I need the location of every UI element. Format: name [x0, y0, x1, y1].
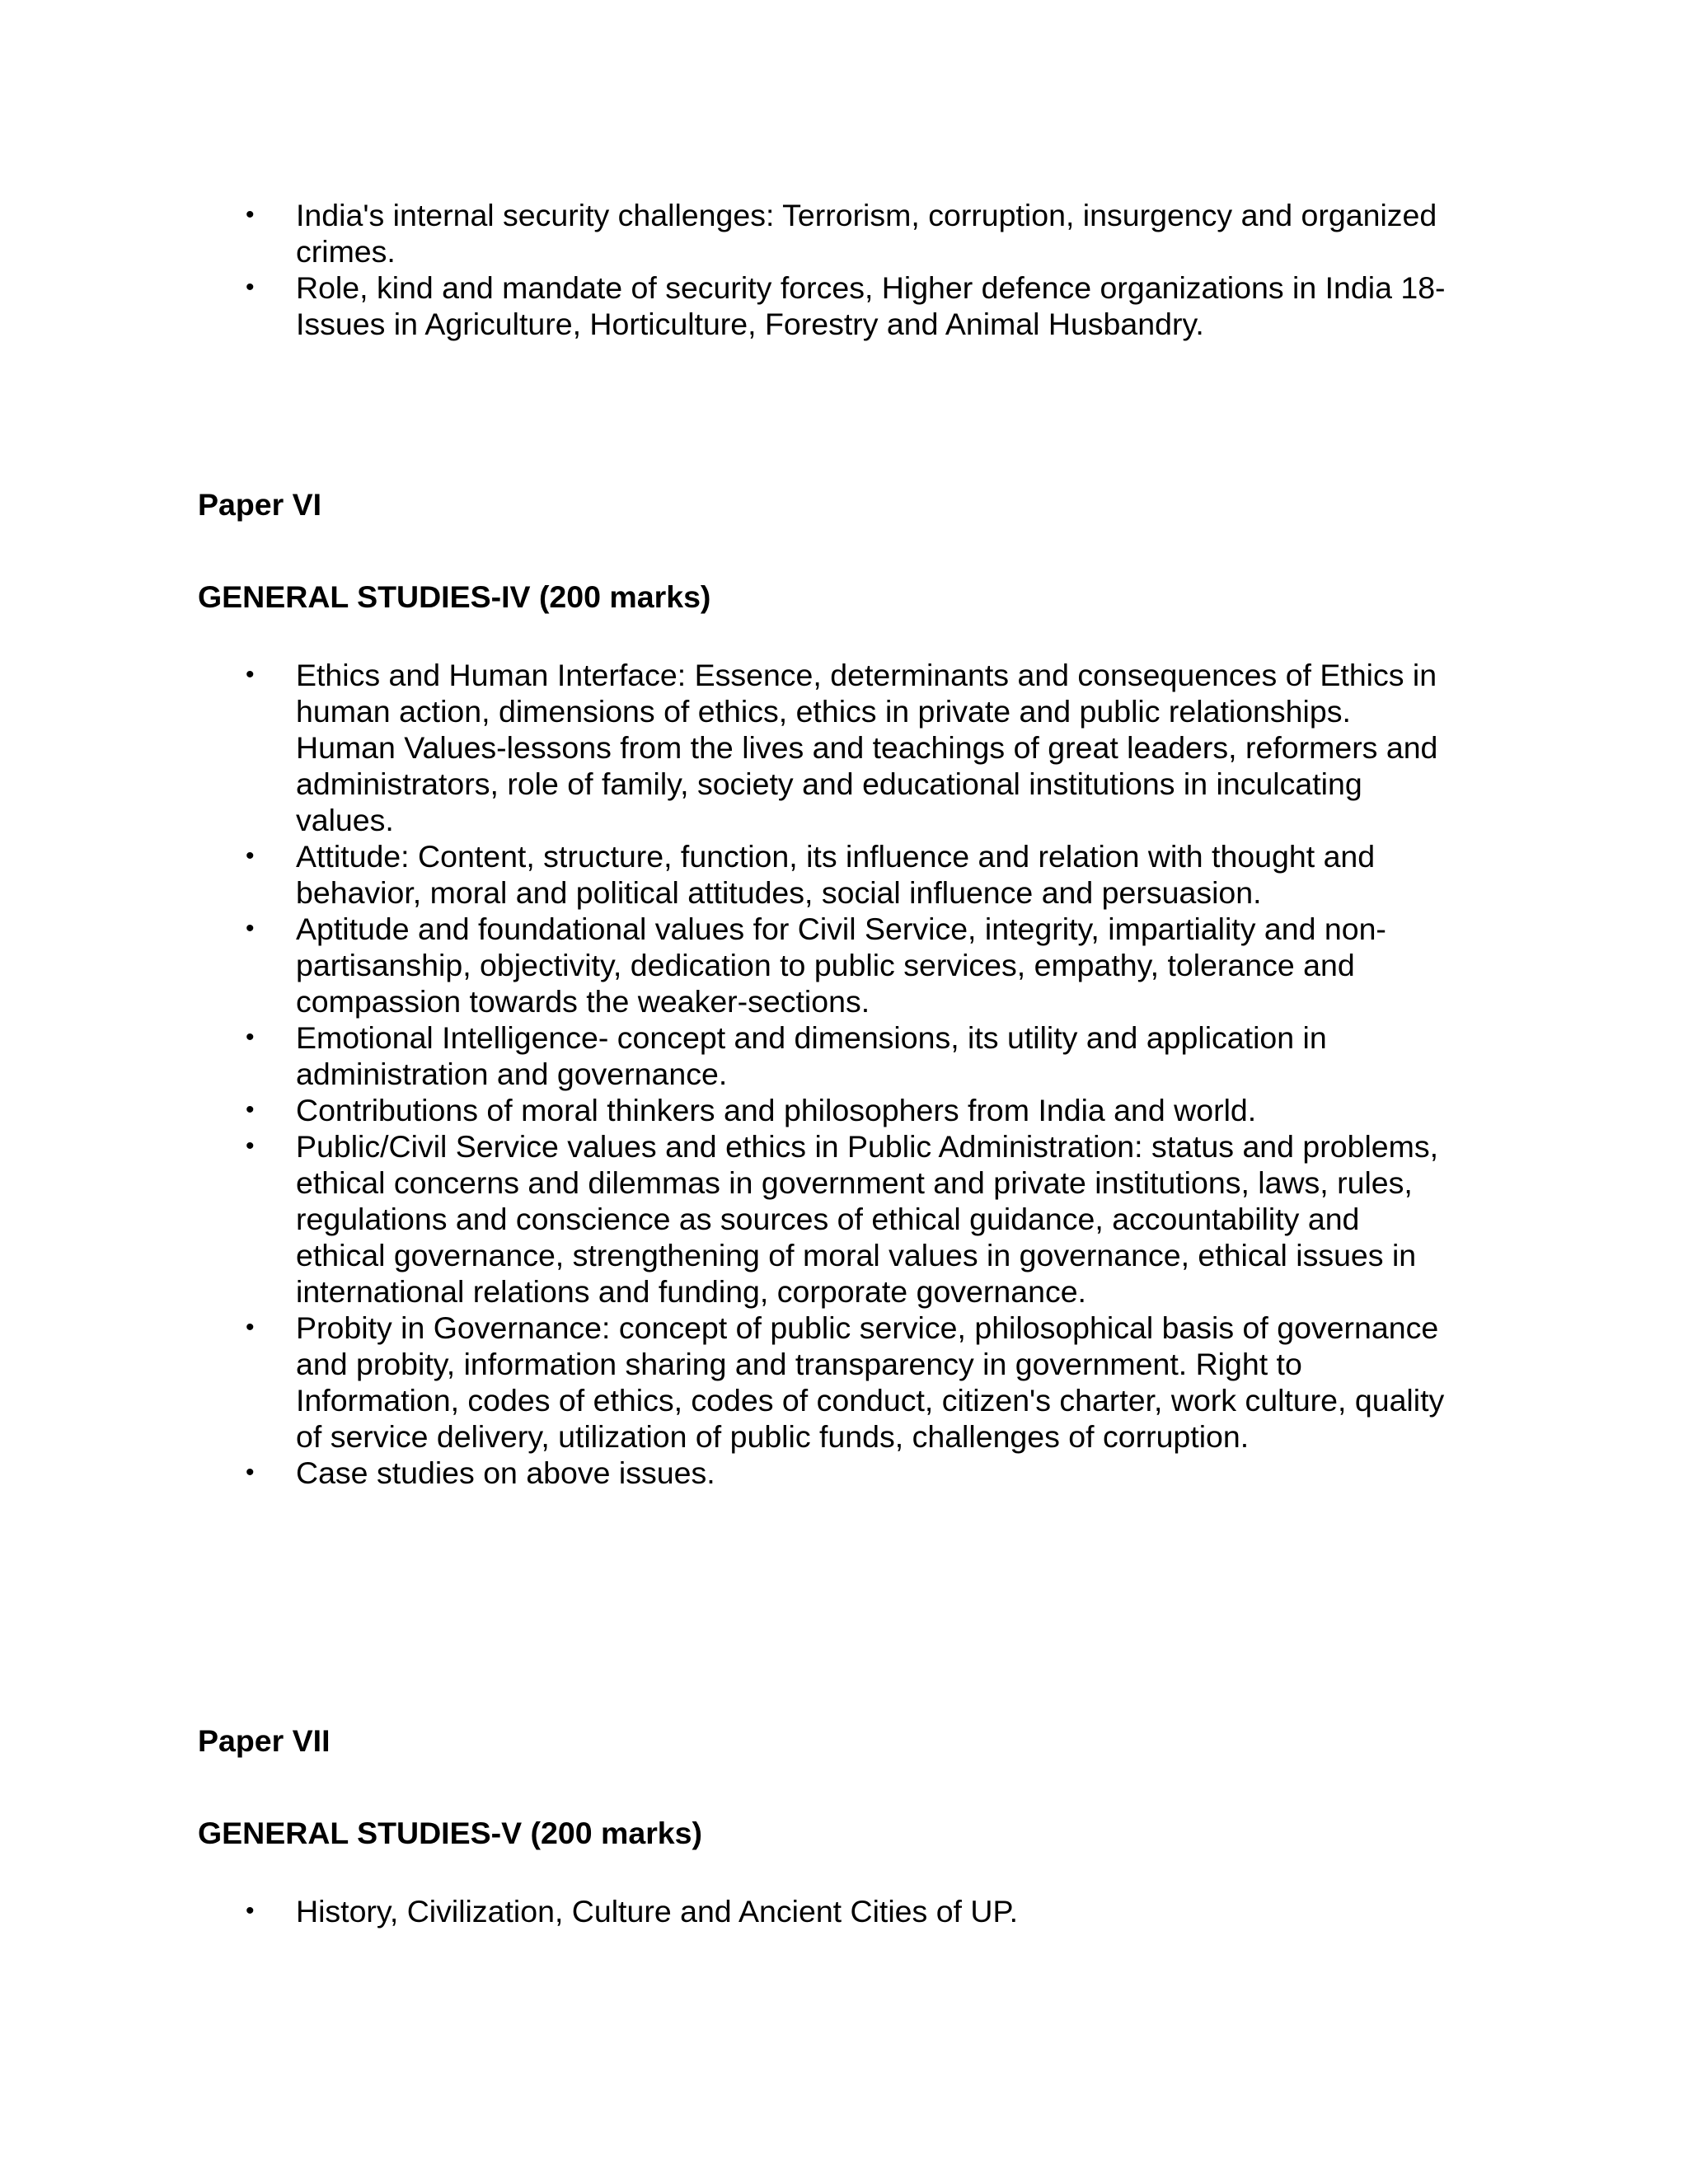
paper7-title: Paper VII — [198, 1723, 331, 1758]
bullet-icon: • — [246, 201, 255, 228]
bullet-icon: • — [246, 1459, 255, 1486]
list-item-text: Ethics and Human Interface: Essence, determinants and consequences of Ethics in human action, dimensions of ethics, ethics in private and public relationships. Human Values-lessons from the lives and teachings of great leaders, reformers and administrators, role of family, society and educational institutions in inculcating values. — [296, 658, 1438, 837]
list-item-text: Probity in Governance: concept of public service, philosophical basis of governance and probity, information sharing and transparency in government. Right to Information, codes of ethics, codes of conduct, citizen's charter, work culture, quality of service delivery, utilization of public funds, challenges of corruption. — [296, 1310, 1445, 1454]
list-item-text: India's internal security challenges: Terrorism, corruption, insurgency and organized crimes. — [296, 198, 1437, 269]
list-item-text: Public/Civil Service values and ethics in Public Administration: status and problems, ethical concerns and dilemmas in government and private institutions, laws, rules, regulations and conscience as sources of ethical guidance, accountability and ethical governance, strengthening of moral values in governance, ethical issues in international relations and funding, corporate governance. — [296, 1129, 1439, 1309]
bullet-icon: • — [246, 1897, 255, 1924]
list-item-text: Role, kind and mandate of security forces, Higher defence organizations in India 18- Issues in Agriculture, Horticulture, Forestry and Animal Husbandry. — [296, 270, 1446, 341]
list-item-text: Case studies on above issues. — [296, 1455, 715, 1490]
list-item — [198, 1128, 1500, 1310]
list-item — [198, 838, 1500, 911]
list-item — [198, 1092, 1500, 1128]
list-item-text: Emotional Intelligence- concept and dimensions, its utility and application in administration and governance. — [296, 1020, 1327, 1091]
paper7-subtitle: GENERAL STUDIES-V (200 marks) — [198, 1816, 702, 1850]
list-item — [198, 1019, 1500, 1092]
bullet-icon: • — [246, 274, 255, 301]
paper6-title: Paper VI — [198, 487, 322, 522]
list-item — [198, 269, 1500, 342]
top-bullet-list — [198, 197, 1500, 342]
top-bullet-section — [198, 197, 1500, 342]
paper7-bullet-list — [198, 1893, 1500, 1929]
list-item — [198, 1310, 1500, 1455]
list-item — [198, 1455, 1500, 1491]
list-item-text: History, Civilization, Culture and Ancient Cities of UP. — [296, 1894, 1019, 1929]
list-item — [198, 657, 1500, 838]
bullet-icon: • — [246, 1132, 255, 1160]
bullet-icon: • — [246, 915, 255, 942]
list-item — [198, 911, 1500, 1019]
bullet-icon: • — [246, 1096, 255, 1123]
bullet-icon: • — [246, 842, 255, 869]
bullet-icon: • — [246, 1314, 255, 1341]
list-item-text: Attitude: Content, structure, function, its influence and relation with thought and behavior, moral and political attitudes, social influence and persuasion. — [296, 839, 1376, 910]
paper6-bullet-section — [198, 657, 1500, 1491]
list-item — [198, 1893, 1500, 1929]
paper6-subtitle: GENERAL STUDIES-IV (200 marks) — [198, 579, 711, 614]
bullet-icon: • — [246, 1024, 255, 1051]
paper6-bullet-list — [198, 657, 1500, 1491]
list-item-text: Contributions of moral thinkers and philosophers from India and world. — [296, 1093, 1257, 1127]
list-item-text: Aptitude and foundational values for Civil Service, integrity, impartiality and non- partisanship, objectivity, dedication to public services, empathy, tolerance and compassion towards the weaker-sections. — [296, 912, 1386, 1019]
bullet-icon: • — [246, 661, 255, 688]
paper7-bullet-section — [198, 1893, 1500, 1929]
list-item — [198, 197, 1500, 269]
